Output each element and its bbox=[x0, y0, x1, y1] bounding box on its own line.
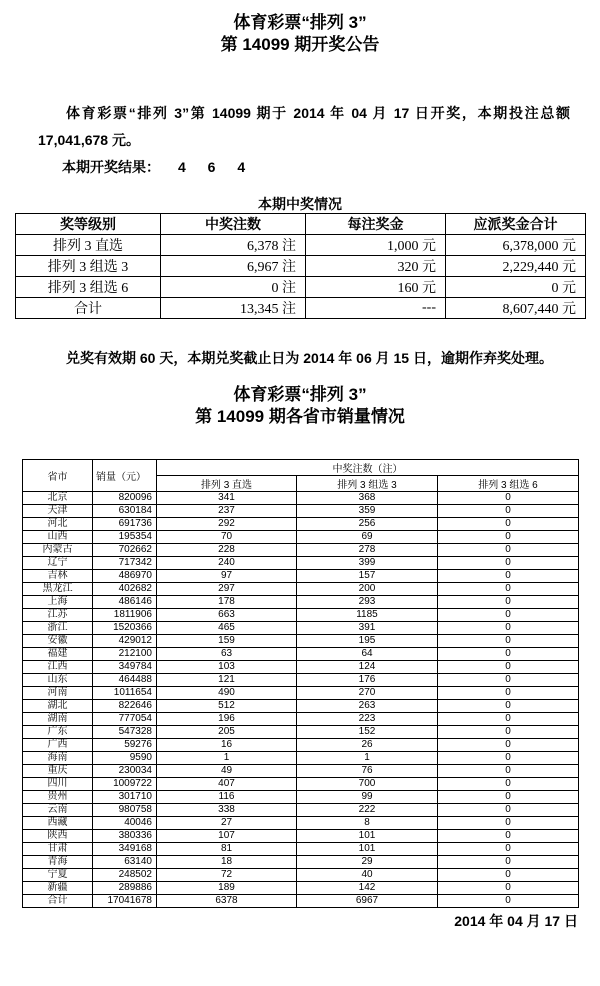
table-cell: 0 bbox=[438, 726, 579, 739]
table-row bbox=[16, 256, 586, 277]
table-cell: 排列 3 直选 bbox=[16, 235, 161, 256]
table-row bbox=[23, 739, 579, 752]
table-cell: 合计 bbox=[23, 895, 93, 908]
draw-result-line bbox=[62, 154, 600, 181]
table-cell: 0 注 bbox=[161, 277, 306, 298]
table-cell: 368 bbox=[297, 492, 438, 505]
table-cell: 101 bbox=[297, 830, 438, 843]
table-row bbox=[23, 609, 579, 622]
table-row bbox=[23, 557, 579, 570]
table-row bbox=[23, 583, 579, 596]
table-cell: 1 bbox=[157, 752, 297, 765]
table-cell: 717342 bbox=[93, 557, 157, 570]
sales-header-winning-group: 中奖注数（注） bbox=[157, 460, 579, 476]
table-cell: 429012 bbox=[93, 635, 157, 648]
table-cell: 196 bbox=[157, 713, 297, 726]
table-cell: 辽宁 bbox=[23, 557, 93, 570]
table-cell: 1185 bbox=[297, 609, 438, 622]
table-cell: 70 bbox=[157, 531, 297, 544]
table-cell: 吉林 bbox=[23, 570, 93, 583]
table-cell: 301710 bbox=[93, 791, 157, 804]
table-cell: 349784 bbox=[93, 661, 157, 674]
table-cell: 547328 bbox=[93, 726, 157, 739]
table-cell: 0 bbox=[438, 635, 579, 648]
table-cell: 贵州 bbox=[23, 791, 93, 804]
sales-table-header-row1 bbox=[23, 460, 579, 476]
table-cell: 101 bbox=[297, 843, 438, 856]
table-cell: 176 bbox=[297, 674, 438, 687]
table-cell: 223 bbox=[297, 713, 438, 726]
table-cell: 0 bbox=[438, 583, 579, 596]
table-cell: 297 bbox=[157, 583, 297, 596]
table-row bbox=[23, 752, 579, 765]
table-row bbox=[23, 596, 579, 609]
table-cell: 6378 bbox=[157, 895, 297, 908]
table-cell: 391 bbox=[297, 622, 438, 635]
table-cell: 0 bbox=[438, 492, 579, 505]
table-row bbox=[23, 804, 579, 817]
table-cell: 浙江 bbox=[23, 622, 93, 635]
table-cell: 0 bbox=[438, 648, 579, 661]
table-cell: 河北 bbox=[23, 518, 93, 531]
table-cell: 160 元 bbox=[306, 277, 446, 298]
table-cell: 宁夏 bbox=[23, 869, 93, 882]
table-row bbox=[23, 570, 579, 583]
intro-paragraph: 体育彩票“排列 3”第 14099 期于 2014 年 04 月 17 日开奖，本期投注总额 17,041,678 元。 bbox=[38, 105, 570, 148]
table-cell: 0 bbox=[438, 609, 579, 622]
table-cell: 0 bbox=[438, 830, 579, 843]
table-row bbox=[23, 882, 579, 895]
prize-header-total: 应派奖金合计 bbox=[446, 214, 586, 235]
table-cell: 777054 bbox=[93, 713, 157, 726]
sales-table bbox=[22, 459, 579, 908]
table-cell: 四川 bbox=[23, 778, 93, 791]
sales-table-header bbox=[23, 460, 579, 492]
prize-table-header bbox=[16, 214, 586, 235]
table-row bbox=[23, 505, 579, 518]
table-row bbox=[23, 830, 579, 843]
table-cell: 486146 bbox=[93, 596, 157, 609]
sales-header-sales: 销量（元） bbox=[93, 460, 157, 492]
table-cell: 490 bbox=[157, 687, 297, 700]
table-cell: 排列 3 组选 6 bbox=[16, 277, 161, 298]
table-cell: 293 bbox=[297, 596, 438, 609]
table-cell: 212100 bbox=[93, 648, 157, 661]
table-cell: 安徽 bbox=[23, 635, 93, 648]
table-cell: 0 bbox=[438, 765, 579, 778]
table-cell: 0 bbox=[438, 856, 579, 869]
table-row bbox=[16, 277, 586, 298]
prize-table-header-row bbox=[16, 214, 586, 235]
table-cell: 湖南 bbox=[23, 713, 93, 726]
table-cell: 822646 bbox=[93, 700, 157, 713]
table-cell: 6967 bbox=[297, 895, 438, 908]
table-cell: 0 bbox=[438, 869, 579, 882]
table-cell: 1,000 元 bbox=[306, 235, 446, 256]
table-row bbox=[23, 895, 579, 908]
prize-table-body bbox=[16, 235, 586, 319]
table-cell: 1520366 bbox=[93, 622, 157, 635]
table-cell: 0 bbox=[438, 700, 579, 713]
table-cell: 292 bbox=[157, 518, 297, 531]
table-cell: 200 bbox=[297, 583, 438, 596]
table-cell: 663 bbox=[157, 609, 297, 622]
table-row bbox=[23, 674, 579, 687]
table-row bbox=[23, 648, 579, 661]
table-cell: 407 bbox=[157, 778, 297, 791]
table-cell: 0 bbox=[438, 739, 579, 752]
table-row bbox=[16, 235, 586, 256]
table-cell: 天津 bbox=[23, 505, 93, 518]
table-row bbox=[23, 622, 579, 635]
footer-date: 2014 年 04 月 17 日 bbox=[454, 913, 578, 929]
table-cell: 北京 bbox=[23, 492, 93, 505]
table-cell: 0 bbox=[438, 544, 579, 557]
table-cell: 81 bbox=[157, 843, 297, 856]
table-cell: 西藏 bbox=[23, 817, 93, 830]
table-row bbox=[23, 765, 579, 778]
table-row bbox=[23, 726, 579, 739]
table-cell: 山西 bbox=[23, 531, 93, 544]
table-cell: --- bbox=[306, 298, 446, 319]
table-cell: 0 bbox=[438, 791, 579, 804]
sales-subheader-zuxuan3: 排列 3 组选 3 bbox=[297, 476, 438, 492]
table-cell: 338 bbox=[157, 804, 297, 817]
table-cell: 189 bbox=[157, 882, 297, 895]
table-cell: 702662 bbox=[93, 544, 157, 557]
table-cell: 1 bbox=[297, 752, 438, 765]
table-cell: 320 元 bbox=[306, 256, 446, 277]
table-row bbox=[16, 298, 586, 319]
table-cell: 26 bbox=[297, 739, 438, 752]
table-cell: 512 bbox=[157, 700, 297, 713]
table-cell: 49 bbox=[157, 765, 297, 778]
prize-header-count: 中奖注数 bbox=[161, 214, 306, 235]
table-cell: 云南 bbox=[23, 804, 93, 817]
table-row bbox=[23, 700, 579, 713]
table-cell: 121 bbox=[157, 674, 297, 687]
table-cell: 399 bbox=[297, 557, 438, 570]
table-cell: 0 bbox=[438, 557, 579, 570]
table-row bbox=[23, 856, 579, 869]
table-cell: 0 bbox=[438, 752, 579, 765]
table-cell: 1811906 bbox=[93, 609, 157, 622]
table-cell: 142 bbox=[297, 882, 438, 895]
table-cell: 464488 bbox=[93, 674, 157, 687]
table-cell: 40 bbox=[297, 869, 438, 882]
table-row bbox=[23, 817, 579, 830]
table-cell: 359 bbox=[297, 505, 438, 518]
table-cell: 0 bbox=[438, 518, 579, 531]
draw-result-numbers: 4 6 4 bbox=[178, 159, 255, 175]
table-cell: 69 bbox=[297, 531, 438, 544]
table-cell: 64 bbox=[297, 648, 438, 661]
table-cell: 29 bbox=[297, 856, 438, 869]
table-row bbox=[23, 492, 579, 505]
table-cell: 江西 bbox=[23, 661, 93, 674]
table-cell: 230034 bbox=[93, 765, 157, 778]
table-row bbox=[23, 791, 579, 804]
table-cell: 72 bbox=[157, 869, 297, 882]
table-cell: 228 bbox=[157, 544, 297, 557]
announcement-title-line1: 体育彩票“排列 3” bbox=[233, 13, 367, 32]
table-row bbox=[23, 687, 579, 700]
sales-subheader-zhixuan: 排列 3 直选 bbox=[157, 476, 297, 492]
table-cell: 240 bbox=[157, 557, 297, 570]
table-cell: 178 bbox=[157, 596, 297, 609]
table-row bbox=[23, 661, 579, 674]
table-cell: 99 bbox=[297, 791, 438, 804]
table-cell: 2,229,440 元 bbox=[446, 256, 586, 277]
table-cell: 甘肃 bbox=[23, 843, 93, 856]
table-cell: 陕西 bbox=[23, 830, 93, 843]
table-cell: 广东 bbox=[23, 726, 93, 739]
table-cell: 270 bbox=[297, 687, 438, 700]
table-cell: 349168 bbox=[93, 843, 157, 856]
table-row bbox=[23, 635, 579, 648]
sales-table-body bbox=[23, 492, 579, 908]
table-cell: 6,378,000 元 bbox=[446, 235, 586, 256]
table-cell: 380336 bbox=[93, 830, 157, 843]
table-cell: 195 bbox=[297, 635, 438, 648]
table-cell: 河南 bbox=[23, 687, 93, 700]
table-cell: 107 bbox=[157, 830, 297, 843]
sales-header-province: 省市 bbox=[23, 460, 93, 492]
table-cell: 6,378 注 bbox=[161, 235, 306, 256]
table-cell: 排列 3 组选 3 bbox=[16, 256, 161, 277]
table-cell: 195354 bbox=[93, 531, 157, 544]
table-cell: 0 bbox=[438, 882, 579, 895]
table-cell: 0 bbox=[438, 674, 579, 687]
table-cell: 256 bbox=[297, 518, 438, 531]
table-cell: 124 bbox=[297, 661, 438, 674]
table-cell: 重庆 bbox=[23, 765, 93, 778]
table-cell: 63 bbox=[157, 648, 297, 661]
prize-table-caption: 本期中奖情况 bbox=[258, 196, 342, 212]
table-cell: 内蒙古 bbox=[23, 544, 93, 557]
table-cell: 820096 bbox=[93, 492, 157, 505]
table-cell: 237 bbox=[157, 505, 297, 518]
table-row bbox=[23, 518, 579, 531]
table-cell: 97 bbox=[157, 570, 297, 583]
table-cell: 159 bbox=[157, 635, 297, 648]
table-cell: 新疆 bbox=[23, 882, 93, 895]
table-cell: 248502 bbox=[93, 869, 157, 882]
table-cell: 103 bbox=[157, 661, 297, 674]
redeem-notice: 兑奖有效期 60 天，本期兑奖截止日为 2014 年 06 月 15 日，逾期作弃奖处理。 bbox=[66, 350, 553, 366]
prize-header-level: 奖等级别 bbox=[16, 214, 161, 235]
table-cell: 278 bbox=[297, 544, 438, 557]
table-cell: 0 bbox=[438, 687, 579, 700]
draw-result-label: 本期开奖结果： bbox=[62, 159, 160, 175]
table-cell: 黑龙江 bbox=[23, 583, 93, 596]
table-cell: 341 bbox=[157, 492, 297, 505]
table-cell: 27 bbox=[157, 817, 297, 830]
table-cell: 青海 bbox=[23, 856, 93, 869]
table-cell: 16 bbox=[157, 739, 297, 752]
sales-title-line1: 体育彩票“排列 3” bbox=[233, 385, 367, 404]
table-cell: 465 bbox=[157, 622, 297, 635]
table-cell: 0 bbox=[438, 570, 579, 583]
table-cell: 116 bbox=[157, 791, 297, 804]
sales-section-title bbox=[0, 384, 600, 428]
table-row bbox=[23, 531, 579, 544]
table-cell: 合计 bbox=[16, 298, 161, 319]
table-row bbox=[23, 869, 579, 882]
table-cell: 0 bbox=[438, 895, 579, 908]
table-cell: 上海 bbox=[23, 596, 93, 609]
table-cell: 0 元 bbox=[446, 277, 586, 298]
table-cell: 海南 bbox=[23, 752, 93, 765]
table-row bbox=[23, 544, 579, 557]
table-cell: 0 bbox=[438, 778, 579, 791]
table-row bbox=[23, 778, 579, 791]
table-cell: 402682 bbox=[93, 583, 157, 596]
table-cell: 广西 bbox=[23, 739, 93, 752]
table-cell: 0 bbox=[438, 843, 579, 856]
table-cell: 0 bbox=[438, 661, 579, 674]
table-cell: 40046 bbox=[93, 817, 157, 830]
table-cell: 8,607,440 元 bbox=[446, 298, 586, 319]
table-cell: 1009722 bbox=[93, 778, 157, 791]
table-cell: 江苏 bbox=[23, 609, 93, 622]
table-cell: 0 bbox=[438, 713, 579, 726]
table-row bbox=[23, 713, 579, 726]
sales-title-line2: 第 14099 期各省市销量情况 bbox=[195, 407, 405, 426]
table-cell: 0 bbox=[438, 505, 579, 518]
table-cell: 630184 bbox=[93, 505, 157, 518]
table-cell: 湖北 bbox=[23, 700, 93, 713]
table-cell: 18 bbox=[157, 856, 297, 869]
table-cell: 1011654 bbox=[93, 687, 157, 700]
table-cell: 691736 bbox=[93, 518, 157, 531]
table-cell: 福建 bbox=[23, 648, 93, 661]
table-cell: 0 bbox=[438, 817, 579, 830]
table-row bbox=[23, 843, 579, 856]
table-cell: 76 bbox=[297, 765, 438, 778]
table-cell: 59276 bbox=[93, 739, 157, 752]
table-cell: 263 bbox=[297, 700, 438, 713]
table-cell: 9590 bbox=[93, 752, 157, 765]
table-cell: 17041678 bbox=[93, 895, 157, 908]
table-cell: 980758 bbox=[93, 804, 157, 817]
table-cell: 0 bbox=[438, 596, 579, 609]
prize-header-amount: 每注奖金 bbox=[306, 214, 446, 235]
table-cell: 13,345 注 bbox=[161, 298, 306, 319]
announcement-title bbox=[0, 0, 600, 56]
table-cell: 700 bbox=[297, 778, 438, 791]
table-cell: 8 bbox=[297, 817, 438, 830]
table-cell: 0 bbox=[438, 531, 579, 544]
table-cell: 0 bbox=[438, 622, 579, 635]
table-cell: 152 bbox=[297, 726, 438, 739]
table-cell: 0 bbox=[438, 804, 579, 817]
table-cell: 486970 bbox=[93, 570, 157, 583]
table-cell: 205 bbox=[157, 726, 297, 739]
sales-subheader-zuxuan6: 排列 3 组选 6 bbox=[438, 476, 579, 492]
table-cell: 289886 bbox=[93, 882, 157, 895]
prize-table bbox=[15, 213, 586, 319]
table-cell: 222 bbox=[297, 804, 438, 817]
table-cell: 山东 bbox=[23, 674, 93, 687]
table-cell: 6,967 注 bbox=[161, 256, 306, 277]
table-cell: 157 bbox=[297, 570, 438, 583]
table-cell: 63140 bbox=[93, 856, 157, 869]
announcement-title-line2: 第 14099 期开奖公告 bbox=[220, 35, 380, 54]
